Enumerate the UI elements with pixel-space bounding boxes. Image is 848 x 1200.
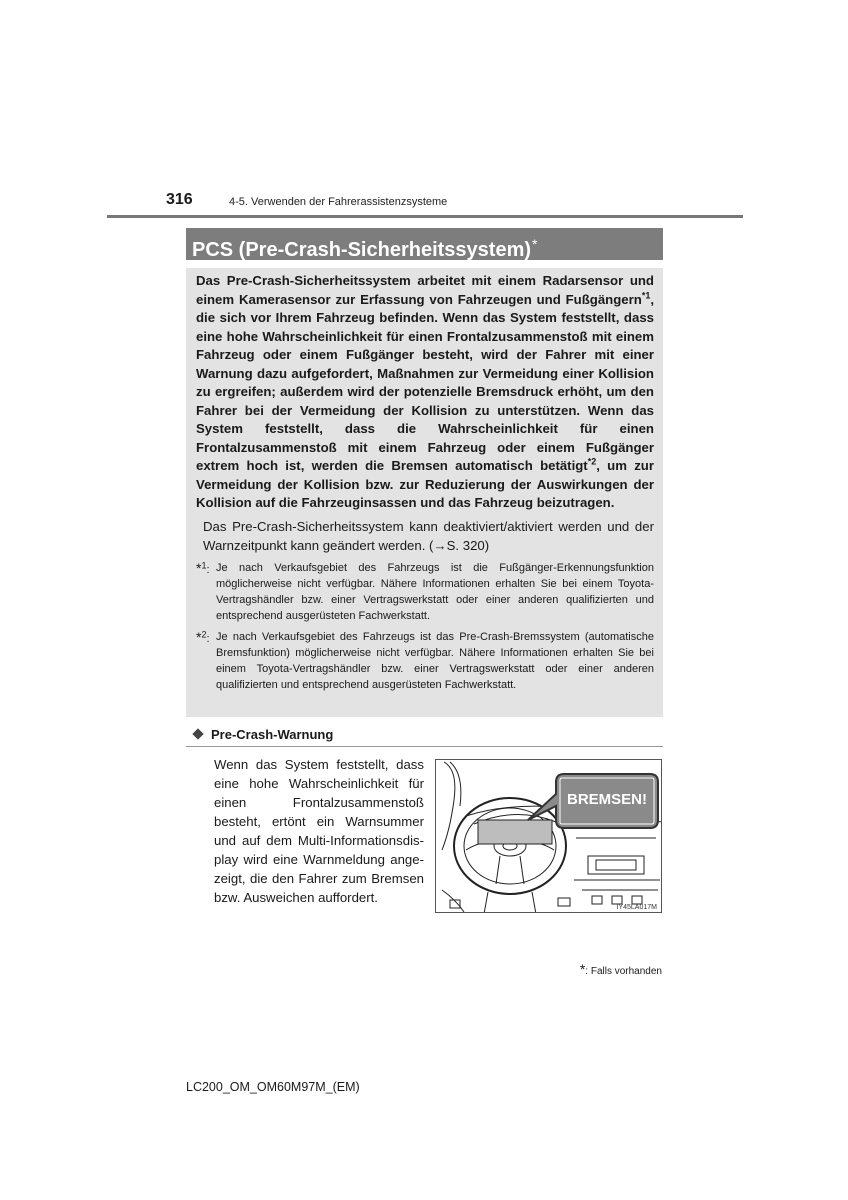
footnote-1 — [196, 560, 654, 624]
dashboard-illustration — [435, 759, 662, 913]
footnote-2 — [196, 629, 654, 693]
intro-bold-paragraph — [196, 272, 654, 513]
pre-crash-warning-text: Wenn das System feststellt, dass eine hohe Wahrscheinlichkeit für einen Frontalzusammenstoß besteht, ertönt ein Warnsummer und auf dem Multi-Informationsdisplay wird eine Warnmeldung angezeigt, die den Fahrer zum Bremsen bzw. Ausweichen auffordert. — [214, 757, 424, 905]
footnote-ref-2: *2 — [587, 456, 597, 467]
availability-asterisk: * — [579, 961, 586, 977]
section-title-bar — [186, 228, 663, 260]
intro-text-2: , die sich vor Ihrem Fahrzeug befinden. Wenn das System feststellt, dass eine hohe Wahrscheinlichkeit für einen Frontalzusammenstoß mit einem Fahrzeug oder einem Fußgänger besteht, wird der Fahrer mit einer Warnung dazu aufgefordert, Maßnahmen zur Vermeidung einer Kollision zu ergreifen; außerdem wird der potenzielle Bremsdruck erhöht, um den Fahrer bei der Vermeidung der Kollision zu unterstützen. Wenn das System feststellt, dass die Wahrscheinlichkeit für einen Frontalzusammenstoß mit einem Fahrzeug oder einem Fußgänger extrem hoch ist, werden die Bremsen automatisch betätigt — [196, 291, 654, 473]
availability-text: : Falls vorhanden — [585, 966, 662, 977]
brake-warning-message: BREMSEN! — [566, 791, 647, 808]
availability-note — [580, 961, 662, 977]
footnote-2-marker: *$^2$: — [196, 628, 210, 645]
section-title: PCS (Pre-Crash-Sicherheitssystem) — [192, 239, 532, 261]
title-asterisk: * — [532, 236, 538, 252]
footnote-ref-1: *1 — [641, 290, 651, 301]
document-id: LC200_OM_OM60M97M_(EM) — [186, 1080, 360, 1094]
diamond-icon — [192, 728, 203, 739]
intro-box — [186, 268, 663, 717]
subsection-heading — [194, 727, 333, 742]
subsection-heading-text: Pre-Crash-Warnung — [211, 727, 334, 742]
footnote-1-text: Je nach Verkaufsgebiet des Fahrzeugs ist die Fußgänger-Erkennungsfunktion möglicherweise nicht verfügbar. Nähere Informationen erhalten Sie bei einem Toyota-Vertragshändler bzw. einer Vertragswerkstatt oder einer anderen qualifizierten und entsprechend ausgerüsteten Fachwerkstatt. — [216, 561, 654, 622]
image-code: IY45LA017M — [616, 904, 657, 911]
footnote-2-text: Je nach Verkaufsgebiet des Fahrzeugs ist das Pre-Crash-Bremssystem (automatische Bremsfunktion) möglicherweise nicht verfügbar. Nähere Informationen erhalten Sie bei einem Toyota-Vertragshändler bzw. einer Vertragswerkstatt oder einer anderen qualifizierten und entsprechend ausgerüsteten Fachwerkstatt. — [216, 630, 654, 691]
intro-normal-paragraph: Das Pre-Crash-Sicherheitssystem kann deaktiviert/aktiviert werden und der Warnzeitpunkt kann geändert werden. (→S. 320) — [203, 518, 654, 553]
footnote-1-marker: *$^1$: — [196, 559, 210, 576]
intro-text-3: , um zur Vermeidung der Kollision bzw. zur Reduzierung der Auswirkungen der Kollision auf die Fahrzeuginsassen und das Fahrzeug beizutragen. — [196, 458, 654, 510]
header-divider — [107, 215, 743, 218]
page-number: 316 — [166, 191, 193, 208]
intro-text-1: Das Pre-Crash-Sicherheitssystem arbeitet mit einem Radarsensor und einem Kamerasensor zur Erfassung von Fahrzeugen und Fußgängern — [196, 273, 654, 307]
running-head: 4-5. Verwenden der Fahrerassistenzsysteme — [229, 196, 448, 208]
subsection-divider — [186, 746, 663, 747]
